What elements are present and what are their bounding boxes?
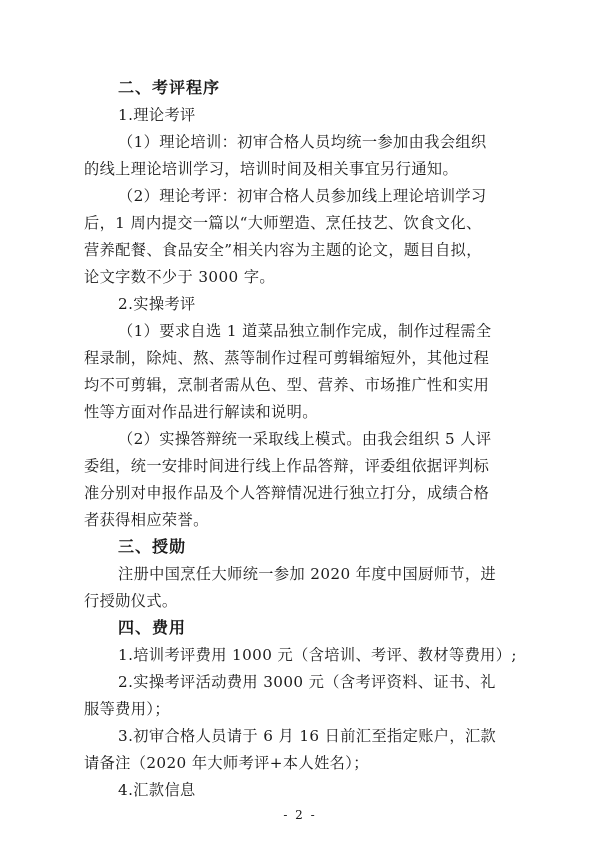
fee-item: 请备注（2020 年大师考评+本人姓名）； — [84, 754, 369, 772]
heading-assessment-procedure: 二、考评程序 — [118, 78, 221, 97]
fee-item: 3.初审合格人员请于 6 月 16 日前汇至指定账户，汇款 — [118, 727, 497, 745]
paragraph-line: （2）实操答辩统一采取线上模式。由我会组织 5 人评 — [118, 430, 492, 448]
paragraph-line: 程录制，除炖、熬、蒸等制作过程可剪辑缩短外，其他过程 — [84, 349, 490, 367]
fee-item: 1.培训考评费用 1000 元（含培训、考评、教材等费用）; — [118, 646, 517, 664]
page-number: - 2 - — [283, 808, 317, 822]
heading-fees: 四、费用 — [118, 618, 187, 637]
paragraph-line: 注册中国烹任大师统一参加 2020 年度中国厨师节，进 — [118, 565, 497, 583]
subheading-practical-assessment: 2.实操考评 — [118, 295, 196, 313]
paragraph-line: 后，1 周内提交一篇以“大师塑造、烹任技艺、饮食文化、 — [84, 214, 482, 232]
paragraph-line: （1）要求自选 1 道菜品独立制作完成，制作过程需全 — [118, 322, 492, 340]
paragraph-line: 均不可剪辑，烹制者需从色、型、营养、市场推广性和实用 — [84, 376, 490, 394]
subheading-theory-assessment: 1.理论考评 — [118, 106, 196, 124]
paragraph-line: 性等方面对作品进行解读和说明。 — [84, 403, 318, 421]
paragraph-line: （2）理论考评：初审合格人员参加线上理论培训学习 — [118, 187, 487, 205]
paragraph-line: 委组，统一安排时间进行线上作品答辩，评委组依据评判标 — [84, 457, 490, 475]
paragraph-line: 的线上理论培训学习，培训时间及相关事宜另行通知。 — [84, 160, 459, 178]
paragraph-line: 行授勋仪式。 — [84, 592, 178, 610]
heading-medal-award: 三、授勋 — [118, 537, 187, 556]
paragraph-line: （1）理论培训：初审合格人员均统一参加由我会组织 — [118, 133, 487, 151]
fee-item: 4.汇款信息 — [118, 781, 196, 799]
paragraph-line: 营养配餐、食品安全”相关内容为主题的论文，题目自拟， — [84, 241, 482, 259]
paragraph-line: 准分别对申报作品及个人答辩情况进行独立打分，成绩合格 — [84, 484, 490, 502]
paragraph-line: 者获得相应荣誉。 — [84, 511, 209, 529]
paragraph-line: 论文字数不少于 3000 字。 — [84, 268, 275, 286]
fee-item: 2.实操考评活动费用 3000 元（含考评资料、证书、礼 — [118, 673, 496, 691]
fee-item: 服等费用）； — [84, 700, 170, 718]
